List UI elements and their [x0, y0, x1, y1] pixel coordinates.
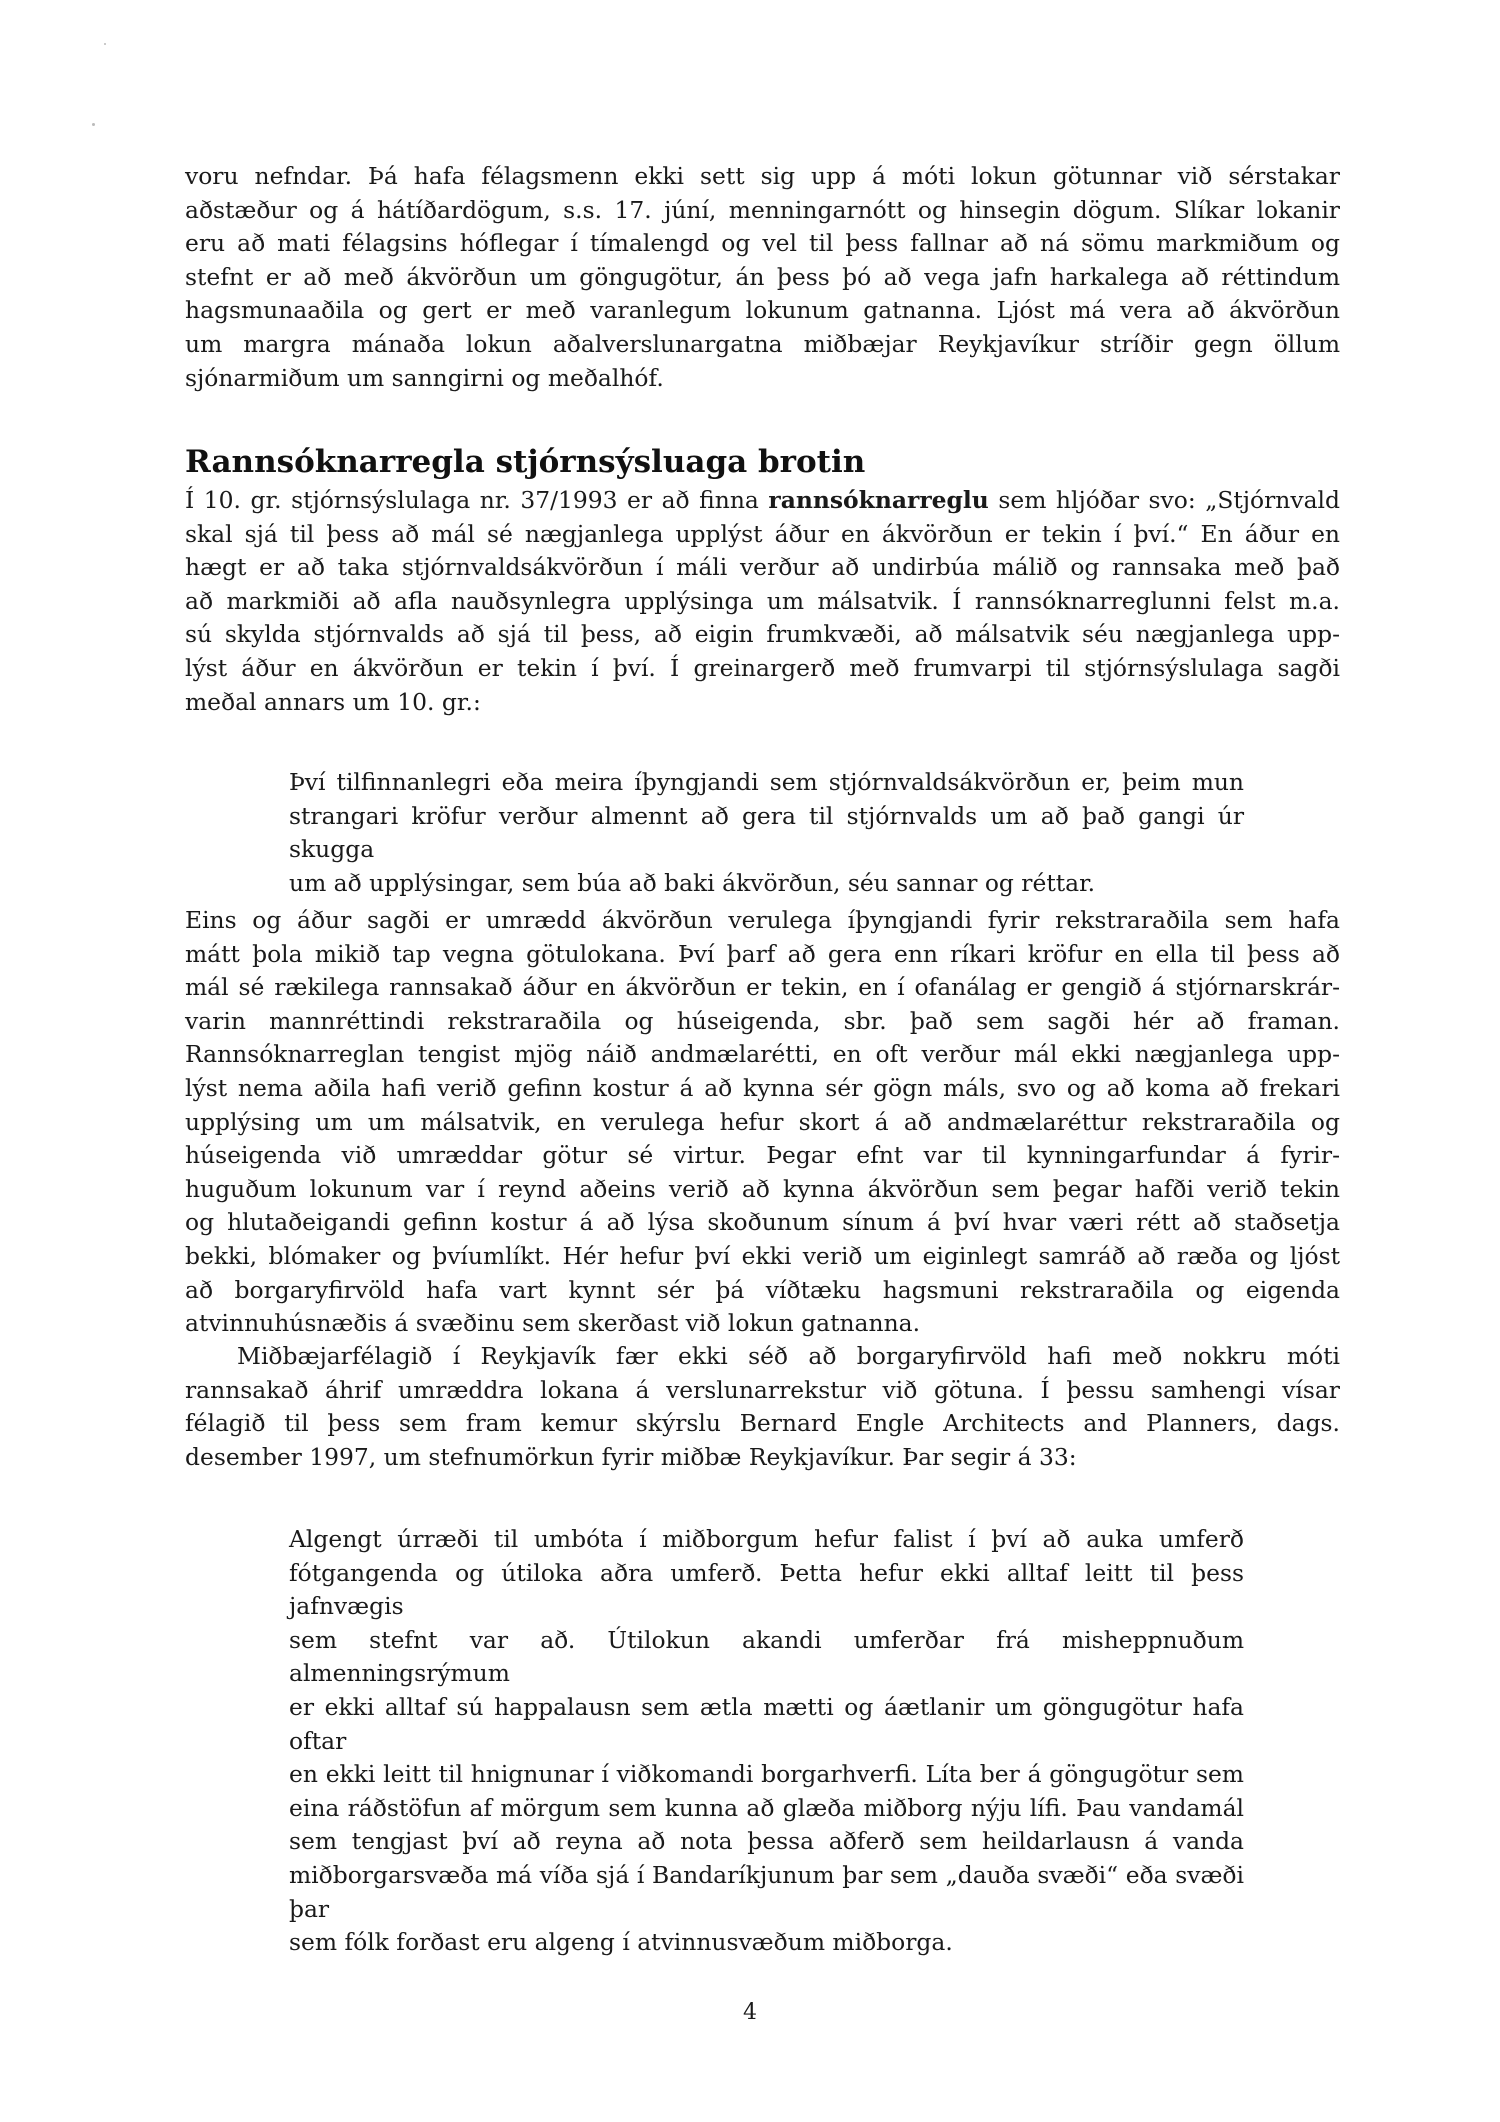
section-heading: Rannsóknarregla stjórnsýsluaga brotin	[185, 444, 866, 480]
text-line: sjónarmiðum um sanngirni og meðalhóf.	[185, 363, 664, 392]
text-line: að borgaryfirvöld hafa vart kynnt sér þá víðtæku hagsmuni rekstraraðila og eigenda	[185, 1275, 1340, 1304]
text-line: meðal annars um 10. gr.:	[185, 687, 481, 716]
quote-line: Algengt úrræði til umbóta í miðborgum hefur falist í því að auka umferð	[289, 1525, 1244, 1553]
text-line: voru nefndar. Þá hafa félagsmenn ekki sett sig upp á móti lokun götunnar við sérstakar	[185, 162, 1340, 190]
scan-speck	[92, 123, 95, 126]
text-line: um margra mánaða lokun aðalverslunargatna miðbæjar Reykjavíkur stríðir gegn öllum	[185, 329, 1340, 358]
text-line: skal sjá til þess að mál sé nægjanlega upplýst áður en ákvörðun er tekin í því.“ En áður en	[185, 519, 1340, 548]
paragraph-3	[185, 904, 1340, 1341]
text-line: atvinnuhúsnæðis á svæðinu sem skerðast við lokun gatnanna.	[185, 1309, 921, 1338]
text-line: að markmiði að afla nauðsynlegra upplýsinga um málsatvik. Í rannsóknarreglunni felst m.a.	[185, 586, 1340, 615]
quote-line: sem fólk forðast eru algeng í atvinnusvæðum miðborga.	[289, 1928, 953, 1957]
quote-line: um að upplýsingar, sem búa að baki ákvörðun, séu sannar og réttar.	[289, 868, 1096, 897]
text-line: mátt þola mikið tap vegna götulokana. Því þarf að gera enn ríkari kröfur en ella til þess að	[185, 939, 1340, 968]
text-line: lýst nema aðila hafi verið gefinn kostur á að kynna sér gögn máls, svo og að koma að frekari	[185, 1073, 1340, 1102]
quote-line: fótgangenda og útiloka aðra umferð. Þetta hefur ekki alltaf leitt til þess jafnvægis	[289, 1558, 1244, 1621]
quote-line: en ekki leitt til hnignunar í viðkomandi borgarhverfi. Líta ber á göngugötur sem	[289, 1760, 1244, 1789]
quote-line: sem tengjast því að reyna að nota þessa aðferð sem heildarlausn á vanda	[289, 1827, 1244, 1856]
text-line: húseigenda við umræddar götur sé virtur. Þegar efnt var til kynningarfundar á fyrir-	[185, 1141, 1340, 1170]
text-line: huguðum lokunum var í reynd aðeins verið að kynna ákvörðun sem þegar hafði verið tekin	[185, 1174, 1340, 1203]
quote-line: strangari kröfur verður almennt að gera til stjórnvalds um að það gangi úr skugga	[289, 801, 1244, 864]
quote-line: sem stefnt var að. Útilokun akandi umferðar frá misheppnuðum almenningsrýmum	[289, 1625, 1244, 1688]
text-line: lýst áður en ákvörðun er tekin í því. Í greinargerð með frumvarpi til stjórnsýslulaga sagði	[185, 653, 1340, 682]
paragraph-1	[185, 160, 1340, 395]
quote-line: er ekki alltaf sú happalausn sem ætla mætti og áætlanir um göngugötur hafa oftar	[289, 1692, 1244, 1755]
paragraph-2	[185, 484, 1340, 719]
text-line: bekki, blómaker og þvíumlíkt. Hér hefur því ekki verið um eiginlegt samráð að ræða og ljóst	[185, 1241, 1340, 1270]
bold-term: rannsóknarreglu	[768, 486, 989, 514]
text-line: Miðbæjarfélagið í Reykjavík fær ekki séð að borgaryfirvöld hafi með nokkru móti	[237, 1342, 1340, 1370]
page-number: 4	[743, 2000, 757, 2025]
block-quote-2	[289, 1523, 1244, 1960]
text-run: sem hljóðar svo: „Stjórnvald	[988, 486, 1340, 514]
text-line: stefnt er að með ákvörðun um göngugötur, án þess þó að vega jafn harkalega að réttindum	[185, 262, 1340, 291]
text-line: Eins og áður sagði er umrædd ákvörðun verulega íþyngjandi fyrir rekstraraðila sem hafa	[185, 906, 1340, 934]
text-line	[185, 484, 1340, 518]
text-line: aðstæður og á hátíðardögum, s.s. 17. júní, menningarnótt og hinsegin dögum. Slíkar lokanir	[185, 195, 1340, 224]
text-run: Í 10. gr. stjórnsýslulaga nr. 37/1993 er að finna	[185, 486, 769, 514]
text-line: eru að mati félagsins hóflegar í tímalengd og vel til þess fallnar að ná sömu markmiðum og	[185, 229, 1340, 258]
text-line: og hlutaðeigandi gefinn kostur á að lýsa skoðunum sínum á því hvar væri rétt að staðsetja	[185, 1208, 1340, 1237]
text-line: varin mannréttindi rekstraraðila og húseigenda, sbr. það sem sagði hér að framan.	[185, 1006, 1340, 1035]
text-line: hagsmunaaðila og gert er með varanlegum lokunum gatnanna. Ljóst má vera að ákvörðun	[185, 296, 1340, 325]
text-line: upplýsing um um málsatvik, en verulega hefur skort á að andmælaréttur rekstraraðila og	[185, 1107, 1340, 1136]
text-line: félagið til þess sem fram kemur skýrslu Bernard Engle Architects and Planners, dags.	[185, 1409, 1340, 1438]
text-line: hægt er að taka stjórnvaldsákvörðun í máli verður að undirbúa málið og rannsaka með það	[185, 553, 1340, 582]
quote-line: eina ráðstöfun af mörgum sem kunna að glæða miðborg nýju lífi. Þau vandamál	[289, 1793, 1244, 1822]
paragraph-4	[185, 1340, 1340, 1474]
quote-line: miðborgarsvæða má víða sjá í Bandaríkjunum þar sem „dauða svæði“ eða svæði þar	[289, 1860, 1244, 1923]
text-line: sú skylda stjórnvalds að sjá til þess, að eigin frumkvæði, að málsatvik séu nægjanlega upp-	[185, 620, 1340, 649]
text-line: desember 1997, um stefnumörkun fyrir miðbæ Reykjavíkur. Þar segir á 33:	[185, 1442, 1077, 1471]
text-line: Rannsóknarreglan tengist mjög náið andmælarétti, en oft verður mál ekki nægjanlega upp-	[185, 1040, 1340, 1069]
text-line: rannsakað áhrif umræddra lokana á verslunarrekstur við götuna. Í þessu samhengi vísar	[185, 1375, 1340, 1404]
text-line: mál sé rækilega rannsakað áður en ákvörðun er tekin, en í ofanálag er gengið á stjórnarskrár-	[185, 973, 1340, 1002]
scan-speck	[104, 43, 106, 45]
quote-line: Því tilfinnanlegri eða meira íþyngjandi sem stjórnvaldsákvörðun er, þeim mun	[289, 768, 1244, 796]
block-quote-1	[289, 766, 1244, 900]
